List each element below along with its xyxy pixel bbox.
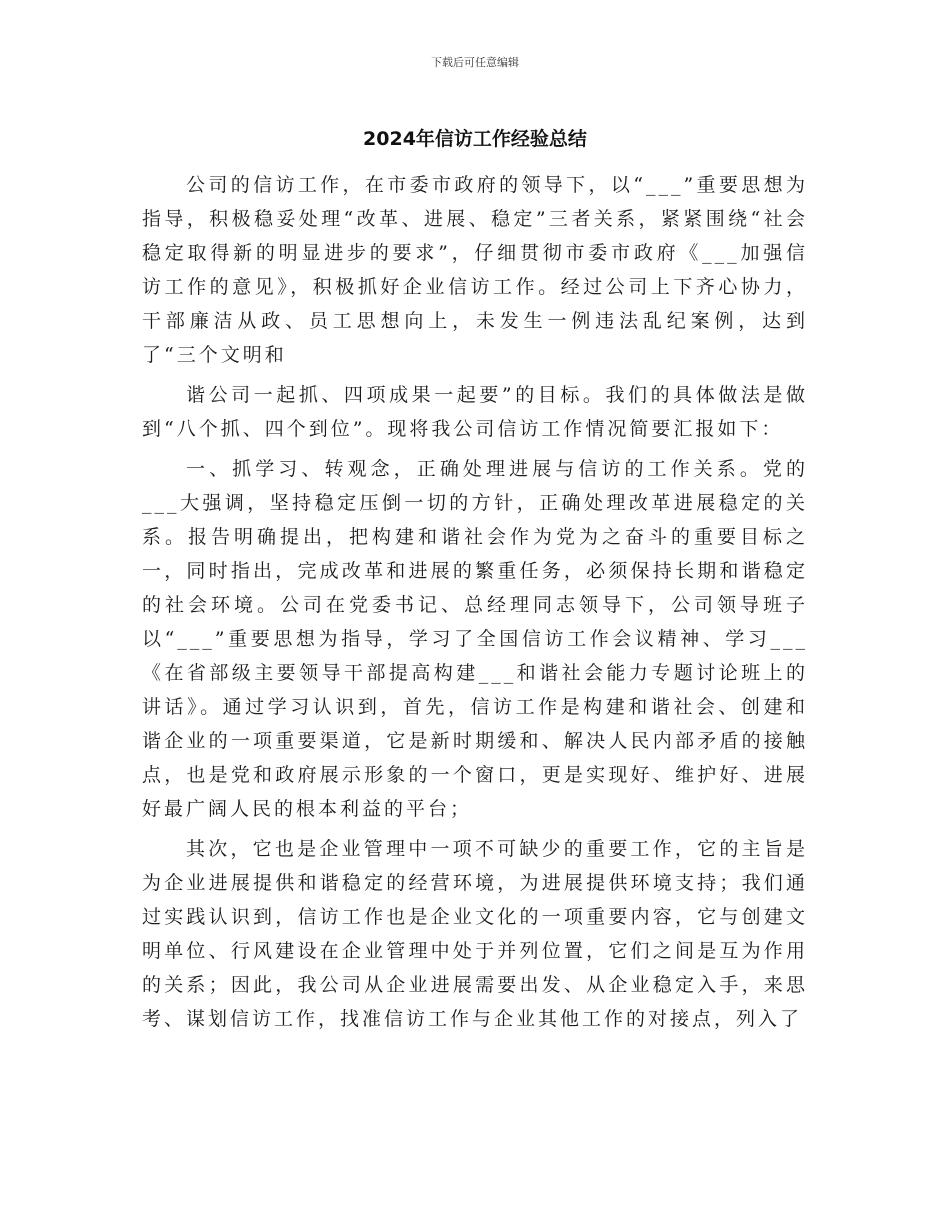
- paragraph-2: 谐公司一起抓、四项成果一起要”的目标。我们的具体做法是做到“八个抓、四个到位”。现将我公司信访工作情况简要汇报如下：: [142, 384, 808, 440]
- header-note: 下载后可任意编辑: [431, 56, 519, 69]
- paragraph-3: 一、抓学习、转观念，正确处理进展与信访的工作关系。党的___大强调，坚持稳定压倒一切的方针，正确处理改革进展稳定的关系。报告明确提出，把构建和谐社会作为党为之奋斗的重要目标之一，同时指出，完成改革和进展的繁重任务，必须保持长期和谐稳定的社会环境。公司在党委书记、总经理同志领导下，公司领导班子以“___”重要思想为指导，学习了全国信访工作会议精神、学习___《在省部级主要领导干部提高构建___和谐社会能力专题讨论班上的讲话》。通过学习认识到，首先，信访工作是构建和谐社会、创建和谐企业的一项重要渠道，它是新时期缓和、解决人民内部矛盾的接触点，也是党和政府展示形象的一个窗口，更是实现好、维护好、进展好最广阔人民的根本利益的平台；: [142, 458, 808, 820]
- paragraph-4: 其次，它也是企业管理中一项不可缺少的重要工作，它的主旨是为企业进展提供和谐稳定的经营环境，为进展提供环境支持；我们通过实践认识到，信访工作也是企业文化的一项重要内容，它与创建文明单位、行风建设在企业管理中处于并列位置，它们之间是互为作用的关系；因此，我公司从企业进展需要出发、从企业稳定入手，来思考、谋划信访工作，找准信访工作与企业其他工作的对接点，列入了: [142, 838, 808, 1030]
- document-body: [142, 168, 808, 1042]
- paragraph-1: 公司的信访工作，在市委市政府的领导下，以“___”重要思想为指导，积极稳妥处理“改革、进展、稳定”三者关系，紧紧围绕“社会稳定取得新的明显进步的要求”，仔细贯彻市委市政府《___加强信访工作的意见》，积极抓好企业信访工作。经过公司上下齐心协力，干部廉洁从政、员工思想向上，未发生一例违法乱纪案例，达到了“三个文明和: [142, 174, 808, 366]
- document-title: 2024年信访工作经验总结: [363, 128, 587, 150]
